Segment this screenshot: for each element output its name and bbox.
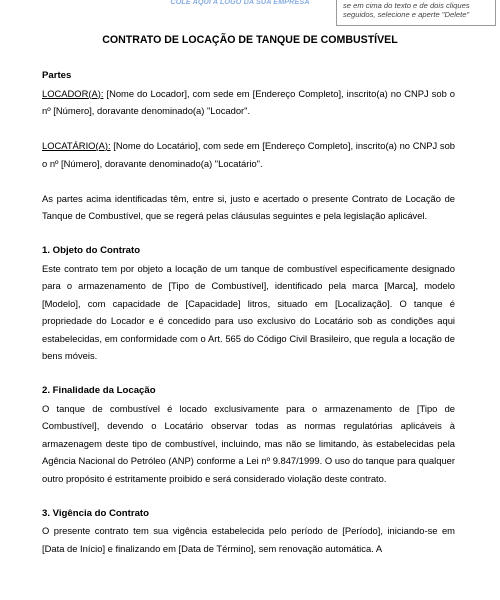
section-text: Este contrato tem por objeto a locação de um tanque de combustível especificamente designado para o armazenamento de [Tipo de Combustível], identificado pela marca [Marca], modelo [Modelo], com capacidade de [Capacidade] litros, situado em [Localização]. O tanque é propriedade do Locador e é concedido para uso exclusivo do Locatário sob as condições aqui estabelecidas, em conformidade com o Art. 565 do Código Civil Brasileiro, que regula a locação de bens móveis.: [42, 262, 455, 361]
locador-label: LOCADOR(A):: [42, 87, 104, 99]
locatario-label: LOCATÁRIO(A):: [42, 140, 111, 151]
logo-placeholder: COLE AQUI A LOGO DA SUA EMPRESA: [170, 0, 310, 6]
locatario-paragraph: [42, 137, 455, 172]
section-text: O tanque de combustível é locado exclusivamente para o armazenamento de [Tipo de Combustível], devendo o Locatário observar todas as normas regulatórias aplicáveis à armazenagem deste tipo de combustível, incluindo, mas não se limitando, às estabelecidas pela Agência Nacional do Petróleo (ANP) conforme a Lei nº 9.847/1999. O uso do tanque para qualquer outro propósito é estritamente proibido e será considerado violação deste contrato.: [42, 402, 455, 484]
locador-text: [Nome do Locador], com sede em [Endereço Completo], inscrito(a) no CNPJ sob o nº [Número], doravante denominado(a) "Locador".: [42, 87, 455, 116]
contract-body: [42, 67, 455, 557]
section-text: O presente contrato tem sua vigência estabelecida pelo período de [Período], iniciando-se em [Data de Início] e finalizando em [Data de Término], sem renovação automática. A: [42, 525, 455, 554]
section-heading: 3. Vigência do Contrato: [42, 507, 149, 519]
section-heading: 1. Objeto do Contrato: [42, 245, 141, 256]
agreement-paragraph: As partes acima identificadas têm, entre si, justo e acertado o presente Contrato de Locação de Tanque de Combustível, que se regerá pelas cláusulas seguintes e pela legislação aplicável.: [42, 192, 455, 221]
instruction-tip-box: se em cima do texto e de dois cliques seguidos, selecione e aperte "Delete": [336, 0, 496, 26]
locatario-text: [Nome do Locatário], com sede em [Endereço Completo], inscrito(a) no CNPJ sob o nº [Número], doravante denominado(a) "Locatário".: [42, 140, 455, 169]
section-heading: 2. Finalidade da Locação: [42, 385, 156, 396]
locador-paragraph: [42, 85, 455, 120]
contract-title: CONTRATO DE LOCAÇÃO DE TANQUE DE COMBUSTÍVEL: [102, 34, 398, 46]
parties-heading: Partes: [42, 70, 72, 81]
